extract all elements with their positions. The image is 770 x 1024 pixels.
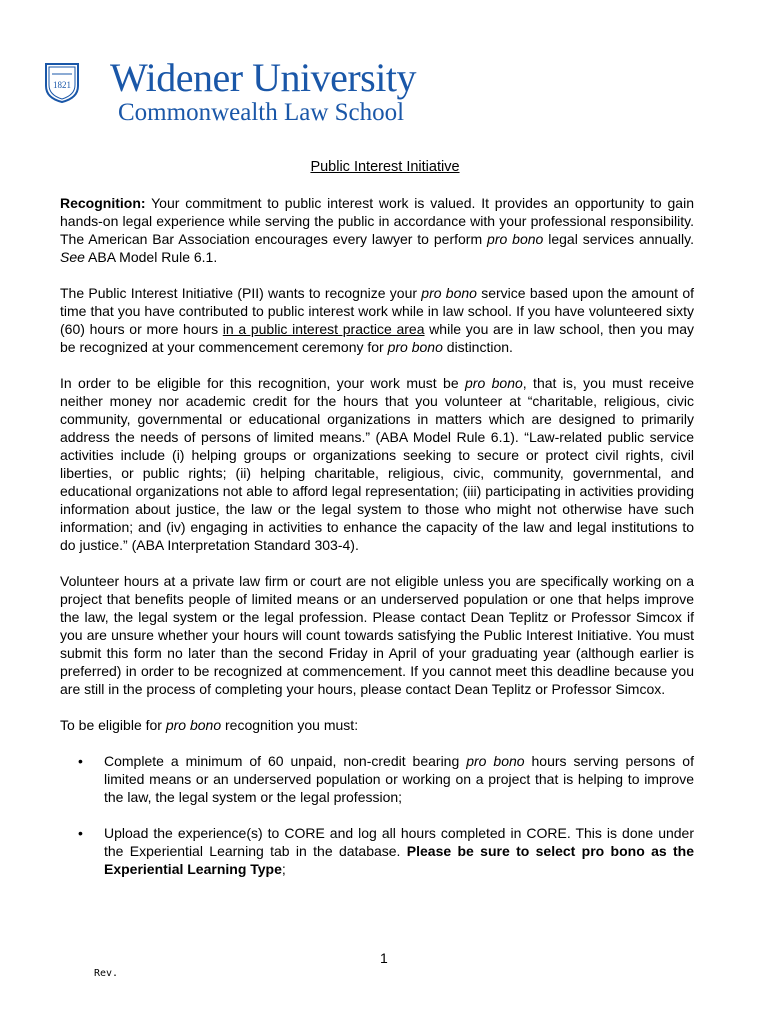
- university-logo: [44, 56, 464, 131]
- paragraph-requirements-intro: To be eligible for pro bono recognition you must:: [60, 717, 359, 733]
- document-body: [60, 194, 694, 896]
- founding-year: 1821: [53, 80, 71, 90]
- paragraph-volunteer-hours: Volunteer hours at a private law firm or court are not eligible unless you are specifically working on a project that benefits people of limited means or an underserved population or one that helps improve the law, the legal system or the legal profession. Please contact Dean Teplitz or Professor Simcox if you are unsure whether your hours will count towards satisfying the Public Interest Initiative. You must submit this form no later than the second Friday in April of your graduating year (although earlier is preferred) in order to be recognized at commencement. If you cannot meet this deadline because you are still in the process of completing your hours, please contact Dean Teplitz or Professor Simcox.: [60, 573, 694, 697]
- requirements-list: [60, 752, 694, 878]
- underlined-phrase: in a public interest practice area: [222, 321, 425, 337]
- revision-label: Rev.: [94, 968, 119, 979]
- paragraph-eligibility: In order to be eligible for this recognition, your work must be pro bono, that is, you must receive neither money nor academic credit for the hours that you volunteer at “charitable, religious, civic community, governmental or educational organizations in matters which are designed to primarily address the needs of persons of limited means.” (ABA Model Rule 6.1). “Law-related public service activities include (i) helping groups or organizations seeking to secure or protect civil rights, civil liberties, or public rights; (ii) helping charitable, religious, civic, community, governmental, and educational organizations not able to afford legal representation; (iii) participating in activities providing information about justice, the law or the legal system to those who might not otherwise have such information; and (iv) engaging in activities to enhance the capacity of the law and legal institutions to do justice.” (ABA Interpretation Standard 303-4).: [60, 375, 694, 553]
- list-item: • Upload the experience(s) to CORE and log all hours completed in CORE. This is done under the Experiential Learning tab in the database. Please be sure to select pro bono as the Experiential Learning Type;: [78, 825, 694, 877]
- bullet-icon: •: [78, 753, 83, 769]
- shield-crest-icon: [44, 62, 80, 104]
- university-name: Widener University: [110, 55, 416, 100]
- page-number: 1: [380, 950, 388, 966]
- paragraph-recognition: Recognition: Your commitment to public interest work is valued. It provides an opportunity to gain hands-on legal experience while serving the public in accordance with your professional responsibility. The American Bar Association encourages every lawyer to perform pro bono legal services annually. See ABA Model Rule 6.1.: [60, 195, 694, 265]
- bullet-icon: •: [78, 825, 83, 841]
- list-item: • Complete a minimum of 60 unpaid, non-credit bearing pro bono hours serving persons of limited means or an underserved population or working on a project that is helping to improve the law, the legal system or the legal profession;: [78, 753, 694, 805]
- page-title: Public Interest Initiative: [310, 159, 460, 175]
- paragraph-pii: The Public Interest Initiative (PII) wants to recognize your pro bono service based upon the amount of time that you have contributed to public interest work while in law school. If you have volunteered sixty (60) hours or more hours in a public interest practice area while you are in law school, then you may be recognized at your commencement ceremony for pro bono distinction.: [60, 285, 694, 355]
- recognition-label: Recognition:: [60, 195, 146, 211]
- school-name: Commonwealth Law School: [118, 99, 405, 126]
